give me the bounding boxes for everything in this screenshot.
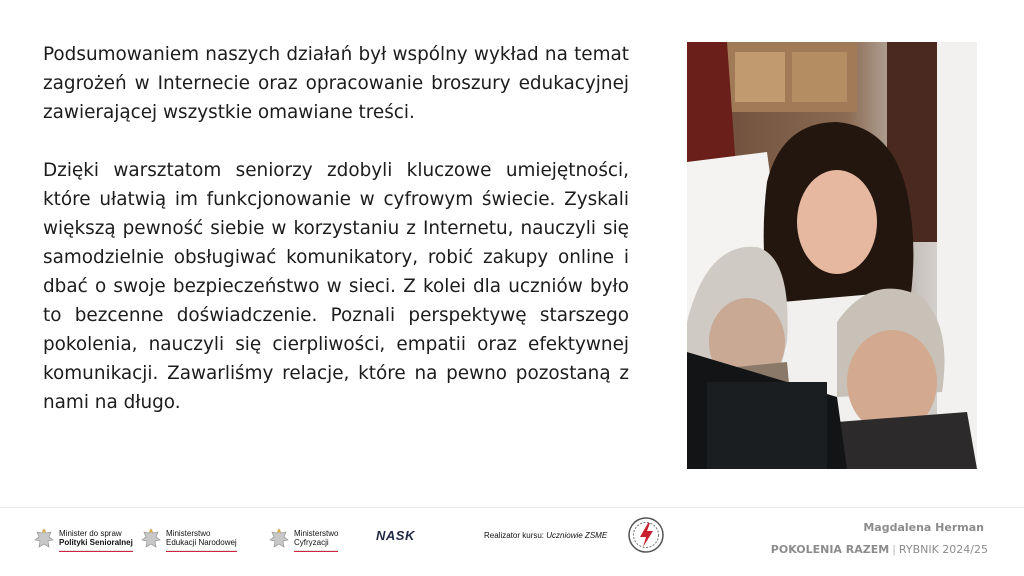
project-info (771, 543, 988, 556)
project-name: POKOLENIA RAZEM (770, 543, 890, 556)
course-organizer: Realizator kursu: Uczniowie ZSME (484, 531, 608, 540)
logo-minister-senior-policy (33, 522, 133, 558)
logo-ministry-education (140, 522, 237, 558)
school-emblem-icon (627, 516, 665, 554)
project-place: RYBNIK 2024/25 (898, 543, 988, 556)
white-eagle-emblem-icon (140, 527, 162, 553)
paragraph-outcomes: Dzięki warsztatom seniorzy zdobyli kluczowe umiejętności, które ułatwią im funkcjonowanie w cyfrowym świecie. Zyskali większą pewność siebie w korzystaniu z Internetu, nauczyli się samodzielnie obsługiwać komunikatory, robić zakupy online i dbać o swoje bezpieczeństwo w sieci. Z kolei dla uczniów było to bezcenne doświadczenie. Poznali perspektywę starszego pokolenia, nauczyli się cierpliwości, empatii oraz efektywnej komunikacji. Zawarliśmy relacje, które na pewno pozostaną z nami na długo. (43, 160, 629, 413)
footer-divider (0, 507, 1024, 508)
logo-text: Ministerstwo Cyfryzacji (294, 529, 338, 552)
photo-illustration (687, 42, 977, 469)
project-separator: | (892, 543, 896, 556)
paragraph-summary: Podsumowaniem naszych działań był wspólny wykład na temat zagrożeń w Internecie oraz opracowanie broszury edukacyjnej zawierającej wszystkie omawiane treści. (43, 44, 629, 123)
workshop-photo (687, 42, 977, 469)
white-eagle-emblem-icon (268, 527, 290, 553)
logo-ministry-digital-affairs (268, 522, 338, 558)
logo-text: Ministerstwo Edukacji Narodowej (166, 529, 237, 552)
nask-logo: NASK (376, 528, 415, 543)
organizer-name: Uczniowie ZSME (546, 531, 608, 540)
logo-text: Minister do spraw Polityki Senioralnej (59, 529, 133, 552)
main-text (43, 40, 629, 417)
white-eagle-emblem-icon (33, 527, 55, 553)
author-name: Magdalena Herman (863, 521, 984, 534)
